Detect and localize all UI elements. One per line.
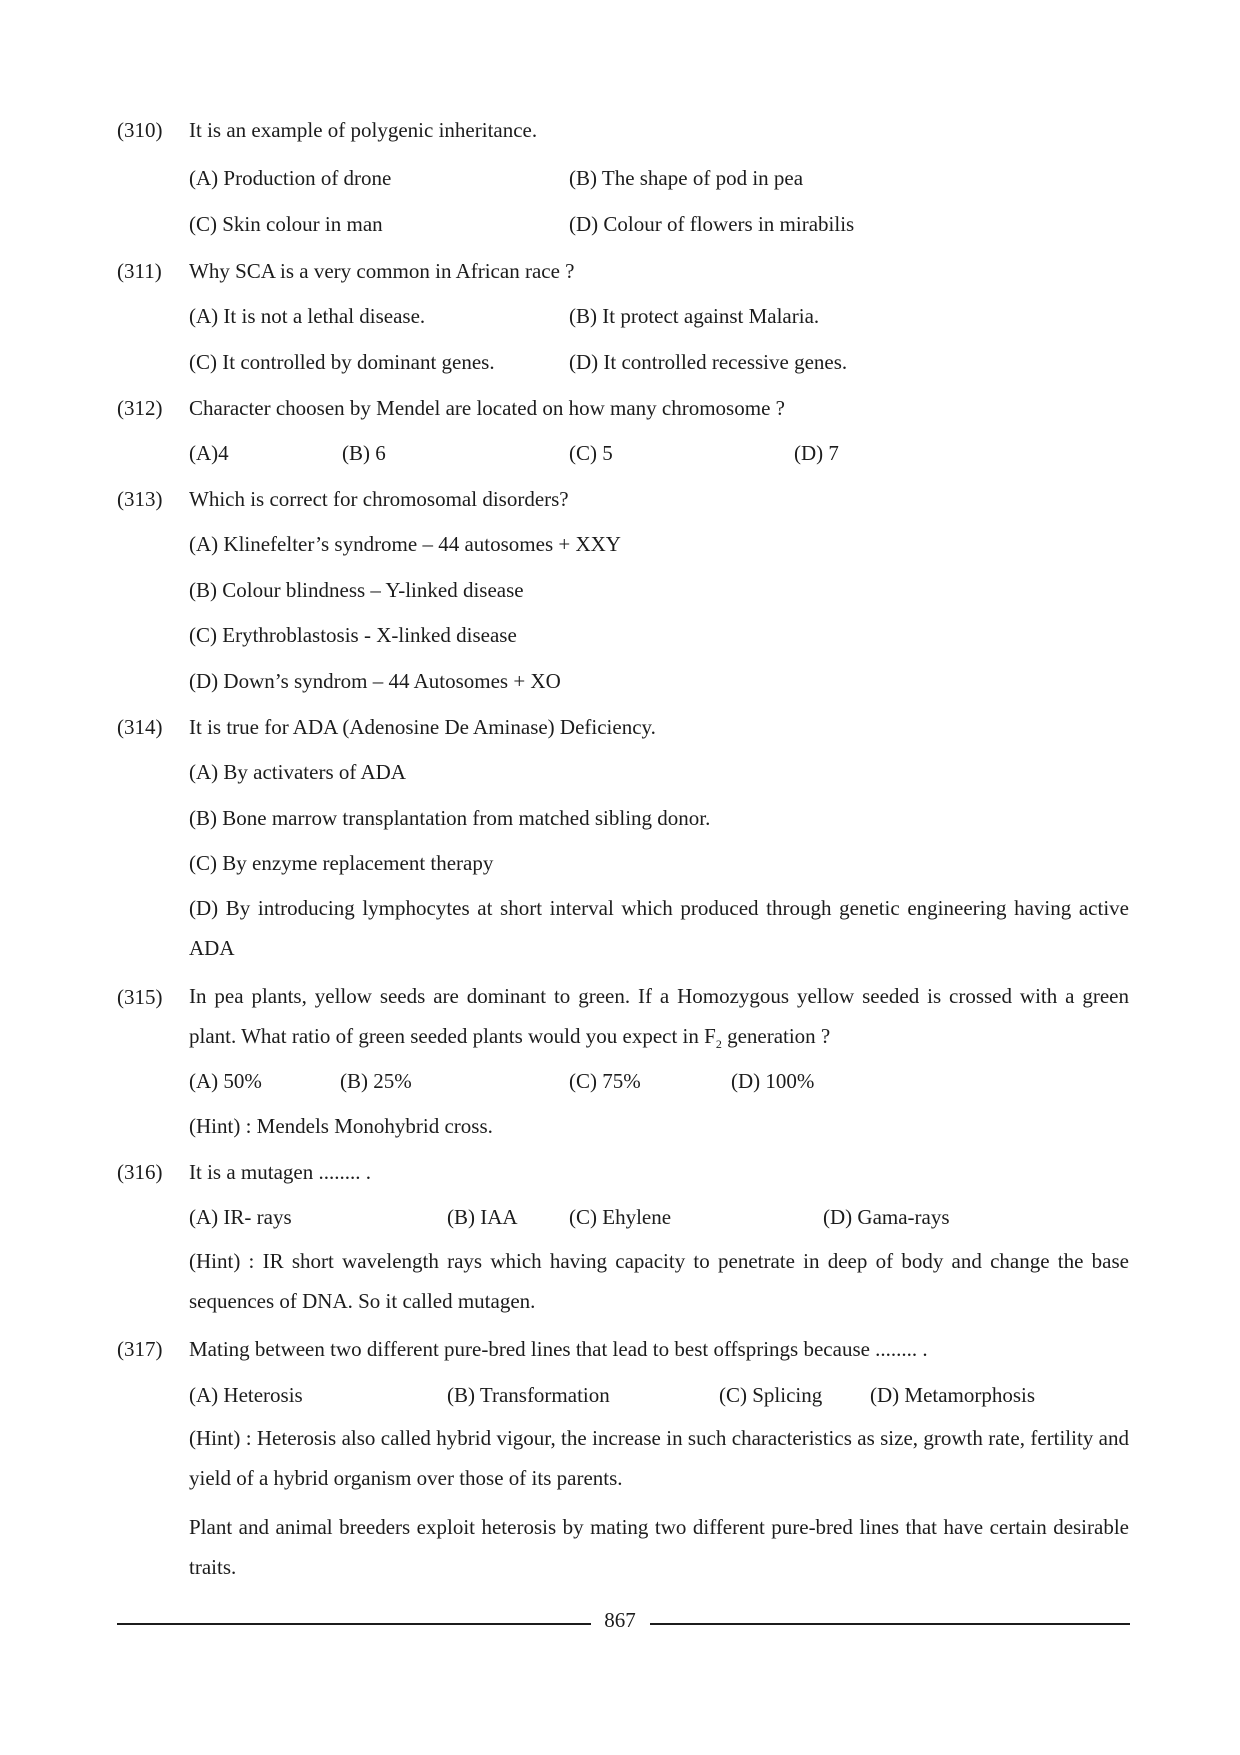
question-text: Which is correct for chromosomal disorders? (189, 487, 569, 511)
option-a: (A) Production of drone (189, 166, 392, 190)
hint-text: (Hint) : Heterosis also called hybrid vigour, the increase in such characteristics as size, growth rate, fertility and yield of a hybrid organism over those of its parents. (189, 1426, 1129, 1490)
question-text: Character choosen by Mendel are located on how many chromosome ? (189, 396, 785, 420)
option-c: (C) By enzyme replacement therapy (189, 851, 494, 875)
question-text: It is a mutagen ........ . (189, 1160, 371, 1184)
option-c: (C) 5 (569, 441, 613, 465)
hint-text: (Hint) : IR short wavelength rays which having capacity to penetrate in deep of body and change the base sequences of DNA. So it called mutagen. (189, 1249, 1129, 1313)
option-b: (B) 6 (342, 441, 386, 465)
option-d: (D) Down’s syndrom – 44 Autosomes + XO (189, 669, 561, 693)
option-b: (B) Colour blindness – Y-linked disease (189, 578, 524, 602)
footer-rule-right (650, 1623, 1130, 1625)
option-a: (A) IR- rays (189, 1205, 292, 1229)
question-number: (311) (117, 259, 162, 283)
question-text: Mating between two different pure-bred lines that lead to best offsprings because ........ . (189, 1337, 928, 1361)
option-c: (C) Ehylene (569, 1205, 672, 1229)
option-b: (B) Transformation (447, 1383, 610, 1407)
question-number: (316) (117, 1160, 163, 1184)
question-text: In pea plants, yellow seeds are dominant to green. If a Homozygous yellow seeded is crossed with a green plant. What ratio of green seeded plants would you expect in $F_2$ generation ? (189, 984, 1129, 1051)
option-a: (A) Klinefelter’s syndrome – 44 autosomes + XXY (189, 532, 621, 556)
option-b: (B) Bone marrow transplantation from matched sibling donor. (189, 806, 711, 830)
option-b: (B) 25% (340, 1069, 412, 1093)
option-d: (D) By introducing lymphocytes at short interval which produced through genetic engineering having active ADA (189, 896, 1129, 960)
note-text: Plant and animal breeders exploit heterosis by mating two different pure-bred lines that have certain desirable traits. (189, 1515, 1129, 1579)
question-number: (313) (117, 487, 163, 511)
option-d: (D) Gama-rays (823, 1205, 950, 1229)
option-b: (B) It protect against Malaria. (569, 304, 820, 328)
option-d: (D) Colour of flowers in mirabilis (569, 212, 855, 236)
option-a: (A) It is not a lethal disease. (189, 304, 426, 328)
page-number: 867 (604, 1608, 636, 1632)
question-number: (317) (117, 1337, 163, 1361)
question-number: (315) (117, 985, 163, 1009)
question-text: Why SCA is a very common in African race ? (189, 259, 575, 283)
option-c: (C) 75% (569, 1069, 641, 1093)
option-a: (A) 50% (189, 1069, 262, 1093)
option-c: (C) Splicing (719, 1383, 823, 1407)
question-text: It is an example of polygenic inheritance. (189, 118, 538, 142)
question-text: It is true for ADA (Adenosine De Aminase) Deficiency. (189, 715, 656, 739)
question-number: (314) (117, 715, 163, 739)
option-d: (D) It controlled recessive genes. (569, 350, 848, 374)
question-number: (312) (117, 396, 163, 420)
option-a: (A) By activaters of ADA (189, 760, 406, 784)
hint-text: (Hint) : Mendels Monohybrid cross. (189, 1114, 493, 1138)
option-b: (B) The shape of pod in pea (569, 166, 804, 190)
option-a: (A)4 (189, 441, 229, 465)
option-b: (B) IAA (447, 1205, 518, 1229)
option-c: (C) Erythroblastosis - X-linked disease (189, 623, 517, 647)
option-d: (D) Metamorphosis (870, 1383, 1036, 1407)
option-c: (C) Skin colour in man (189, 212, 383, 236)
option-a: (A) Heterosis (189, 1383, 303, 1407)
question-number: (310) (117, 118, 163, 142)
option-d: (D) 7 (794, 441, 839, 465)
option-d: (D) 100% (731, 1069, 815, 1093)
option-c: (C) It controlled by dominant genes. (189, 350, 495, 374)
